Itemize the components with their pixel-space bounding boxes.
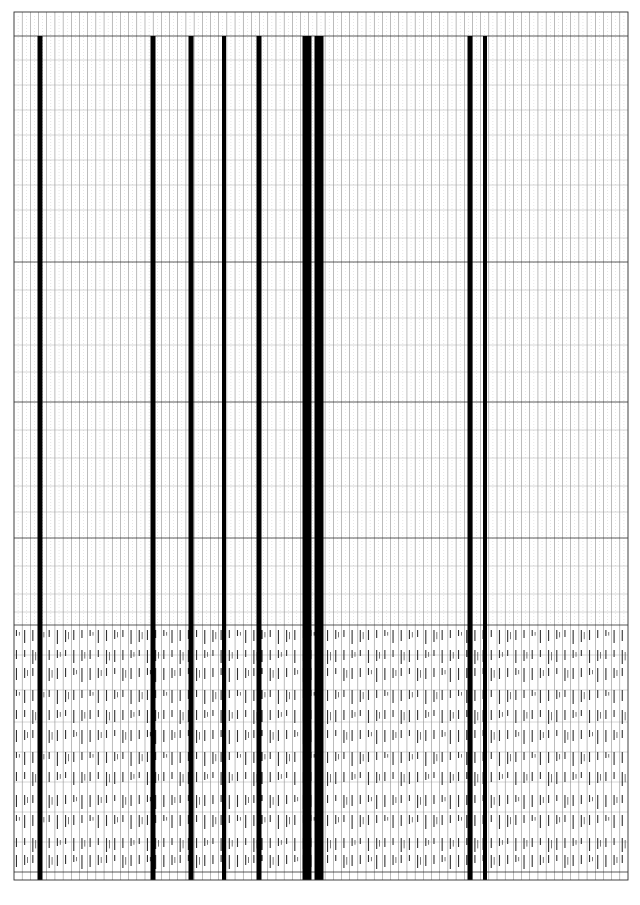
thick-separator-bar <box>189 36 194 880</box>
thick-separator-bar <box>151 36 156 880</box>
thick-separator-bar <box>303 36 312 880</box>
thick-separator-bar <box>483 36 487 880</box>
thick-separator-bar <box>222 36 226 880</box>
thick-separator-bar <box>315 36 324 880</box>
thick-separator-bar <box>38 36 43 880</box>
thick-separator-bar <box>257 36 262 880</box>
thick-separator-bar <box>468 36 473 880</box>
